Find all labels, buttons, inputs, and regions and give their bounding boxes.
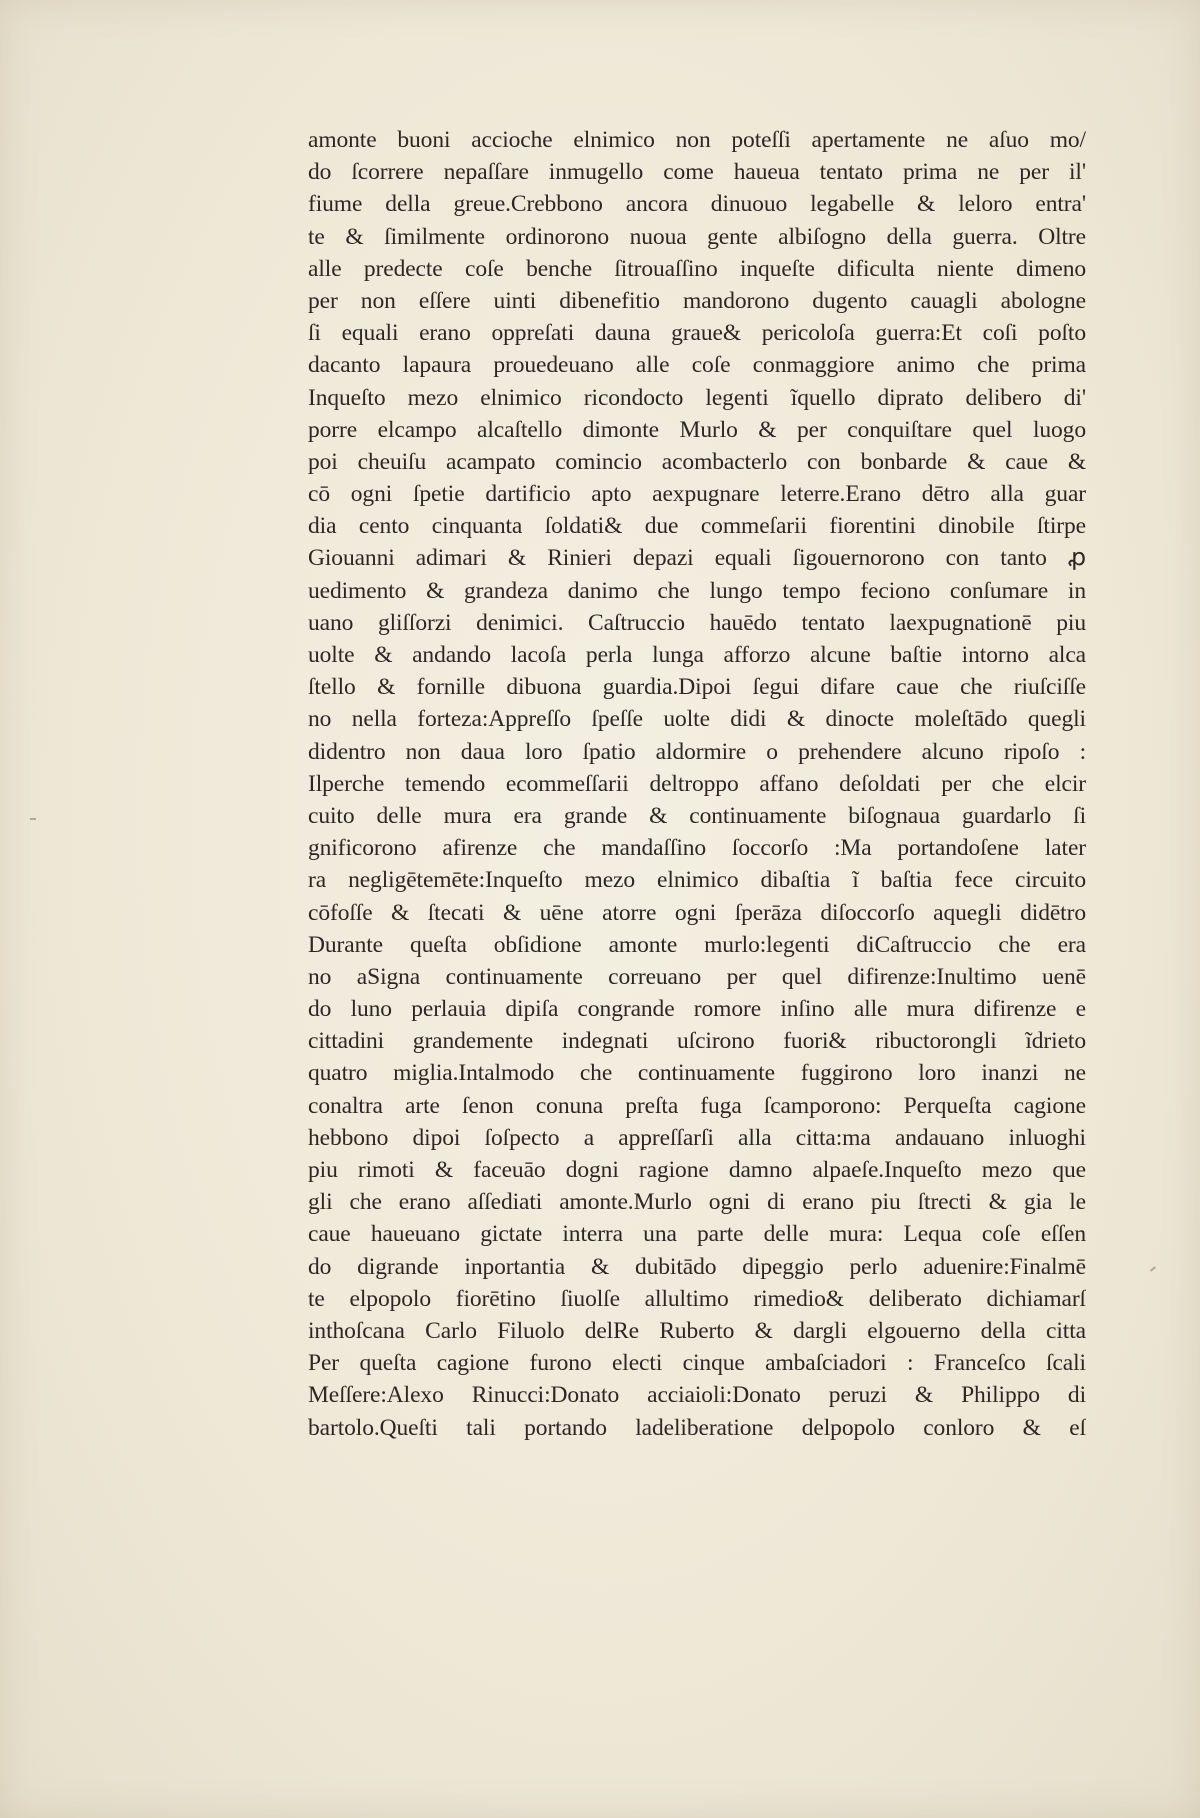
text-line: Meſſere:Alexo Rinucci:Donato acciaioli:Donato peruzi & Philippo di [308,1382,1086,1409]
text-line: cittadini grandemente indegnati uſcirono fuori& ribuctorongli ĩdrieto [308,1028,1086,1055]
printed-text-block [308,124,1086,1444]
text-line: amonte buoni accioche elnimico non poteſſi apertamente ne aſuo mo/ [308,127,1086,153]
text-line: Giouanni adimari & Rinieri depazi equali ſigouernorono con tanto ꝓ [308,545,1086,572]
text-line: no nella forteza:Appreſſo ſpeſſe uolte didi & dinocte moleſtādo quegli [308,706,1086,733]
text-line: uolte & andando lacoſa perla lunga afforzo alcune baſtie intorno alca [308,642,1086,668]
text-line: ſtello & fornille dibuona guardia.Dipoi ſegui difare caue che riuſciſſe [308,674,1086,701]
text-line: gli che erano aſſediati amonte.Murlo ogni di erano piu ſtrecti & gia le [308,1189,1086,1216]
margin-mark [1150,1266,1156,1271]
text-line: ra negligētemēte:Inqueſto mezo elnimico dibaſtia ĩ baſtia fece circuito [308,867,1086,894]
text-line: Ilperche temendo ecommeſſarii deltroppo affano deſoldati per che elcir [308,770,1086,797]
text-line: do digrande inportantia & dubitādo dipeggio perlo aduenire:Finalmē [308,1253,1086,1280]
text-line: do ſcorrere nepaſſare inmugello come haueua tentato prima ne per il' [308,159,1086,186]
text-line: dia cento cinquanta ſoldati& due commeſarii fiorentini dinobile ſtirpe [308,513,1086,540]
text-line: fiume della greue.Crebbono ancora dinuouo legabelle & leloro entra' [308,191,1086,218]
text-line: te & ſimilmente ordinorono nuoua gente albiſogno della guerra. Oltre [308,223,1086,250]
text-line: cō ogni ſpetie dartificio apto aexpugnare leterre.Erano dētro alla guar [308,481,1086,508]
text-line: Durante queſta obſidione amonte murlo:legenti diCaſtruccio che era [308,931,1086,958]
text-line: hebbono dipoi ſoſpecto a appreſſarſi alla citta:ma andauano inluoghi [308,1124,1086,1151]
text-line: didentro non daua loro ſpatio aldormire o prehendere alcuno ripoſo : [308,738,1086,765]
text-line: dacanto lapaura prouedeuano alle coſe conmaggiore animo che prima [308,352,1086,379]
margin-mark [30,818,36,820]
text-line: cuito delle mura era grande & continuamente biſognaua guardarlo ſi [308,802,1086,829]
text-line: porre elcampo alcaſtello dimonte Murlo & per conquiſtare quel luogo [308,416,1086,443]
text-line: per non eſſere uinti dibenefitio mandorono dugento cauagli abologne [308,287,1086,314]
text-line: piu rimoti & faceuāo dogni ragione damno alpaeſe.Inqueſto mezo que [308,1157,1086,1183]
text-line: cōfoſſe & ſtecati & uēne atorre ogni ſperāza diſoccorſo aquegli didētro [308,899,1086,926]
text-line: inthoſcana Carlo Filuolo delRe Ruberto & dargli elgouerno della citta [308,1317,1086,1344]
text-line: uedimento & grandeza danimo che lungo tempo feciono conſumare in [308,577,1086,604]
text-line: bartolo.Queſti tali portando ladeliberatione delpopolo conloro & eſ [308,1414,1086,1441]
text-line: no aSigna continuamente correuano per quel difirenze:Inultimo uenē [308,963,1086,990]
text-line: te elpopolo fiorētino ſiuolſe allultimo rimedio& deliberato dichiamarſ [308,1285,1086,1312]
text-line: Per queſta cagione furono electi cinque ambaſciadori : Franceſco ſcali [308,1350,1086,1377]
text-line: quatro miglia.Intalmodo che continuamente fuggirono loro inanzi ne [308,1060,1086,1087]
text-line: uano gliſſorzi denimici. Caſtruccio hauēdo tentato laexpugnationē piu [308,609,1086,636]
text-line: caue haueuano gictate interra una parte delle mura: Lequa coſe eſſen [308,1221,1086,1248]
text-line: poi cheuiſu acampato comincio acombacterlo con bonbarde & caue & [308,448,1086,475]
text-line: conaltra arte ſenon conuna preſta fuga ſcamporono: Perqueſta cagione [308,1092,1086,1119]
text-line: Inqueſto mezo elnimico ricondocto legenti ĩquello diprato delibero di' [308,384,1086,411]
text-line: gnificorono afirenze che mandaſſino ſoccorſo :Ma portandoſene later [308,835,1086,862]
text-line: do luno perlauia dipiſa congrande romore inſino alle mura difirenze e [308,996,1086,1023]
text-line: alle predecte coſe benche ſitrouaſſino inqueſte dificulta niente dimeno [308,255,1086,282]
text-line: ſi equali erano oppreſati dauna graue& pericoloſa guerra:Et coſi poſto [308,320,1086,347]
